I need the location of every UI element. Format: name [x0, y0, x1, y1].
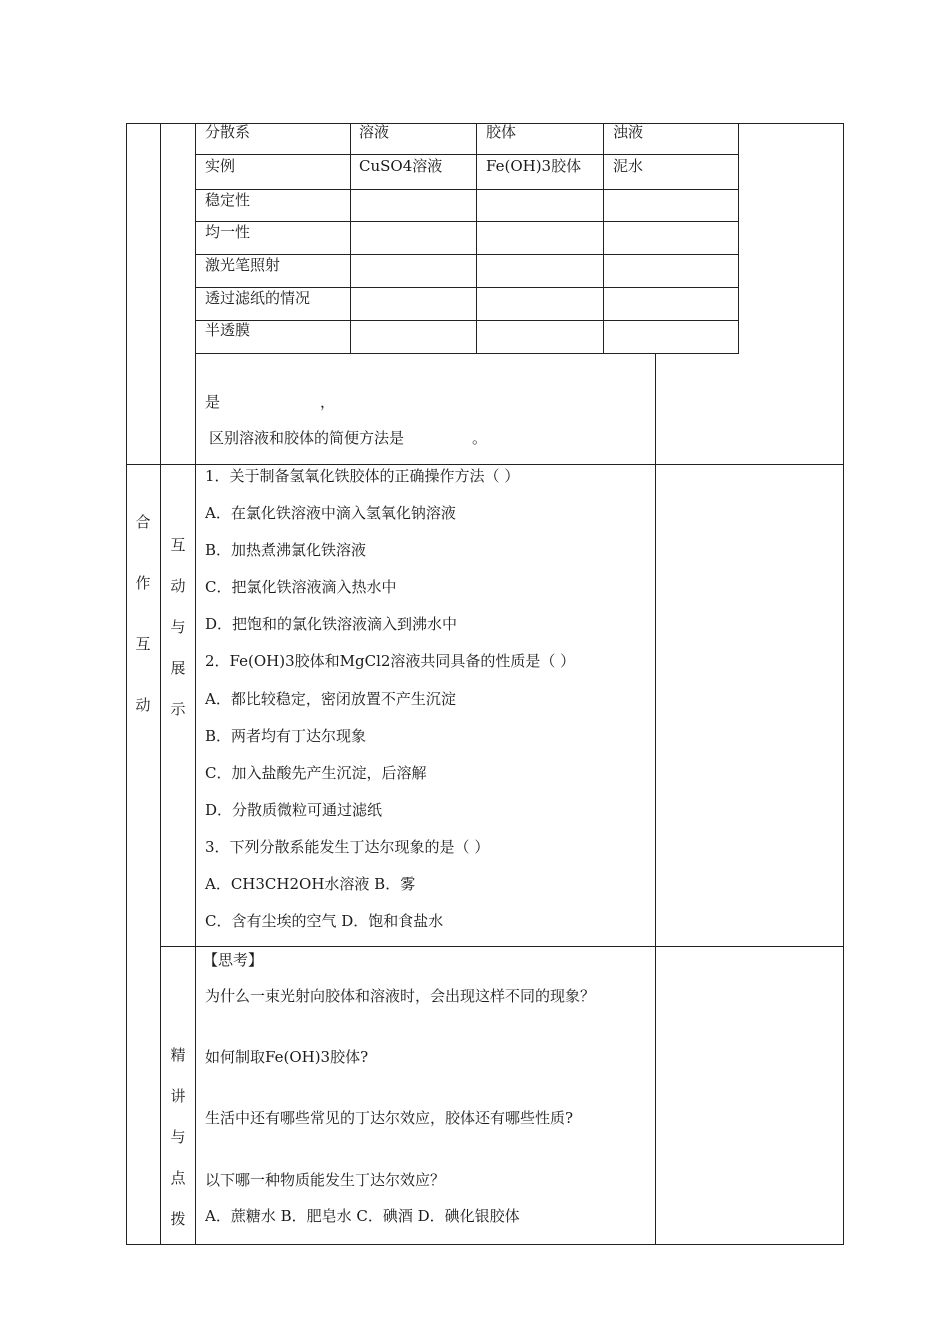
question-line: 3．下列分散系能发生丁达尔现象的是（ ）: [205, 838, 490, 856]
question-line: D．把饱和的氯化铁溶液滴入到沸水中: [205, 615, 458, 633]
question-line: D．分散质微粒可通过滤纸: [205, 801, 383, 819]
question-line: C．含有尘埃的空气 D．饱和食盐水: [205, 912, 444, 930]
section-label-interaction: 互 动 与 展 示: [170, 536, 186, 718]
row-divider-explanation: [160, 946, 844, 947]
thinking-question: 为什么一束光射向胶体和溶液时，会出现这样不同的现象？: [205, 987, 596, 1005]
table-header-cell: 胶体: [486, 123, 517, 141]
fill-in-line-2: 区别溶液和胶体的简便方法是 。: [209, 429, 488, 447]
table-cell: CuSO4溶液: [359, 157, 443, 175]
question-line: C．加入盐酸先产生沉淀，后溶解: [205, 764, 427, 782]
row-divider-cooperation: [126, 464, 844, 465]
question-line: 1．关于制备氢氧化铁胶体的正确操作方法（ ）: [205, 467, 520, 485]
fill-in-line-1: 是 ，: [205, 393, 336, 411]
thinking-title: 【思考】: [203, 951, 264, 969]
question-line: B．加热煮沸氯化铁溶液: [205, 541, 367, 559]
question-line: A．在氯化铁溶液中滴入氢氧化钠溶液: [205, 504, 456, 522]
table-header-cell: 溶液: [359, 123, 390, 141]
question-line: 2．Fe(OH)3胶体和MgCl2溶液共同具备的性质是（ ）: [205, 652, 576, 670]
outer-right-border: [843, 123, 844, 1245]
outer-bottom-border: [126, 1244, 844, 1245]
thinking-question: 如何制取Fe(OH)3胶体?: [205, 1048, 369, 1066]
question-line: A．都比较稳定，密闭放置不产生沉淀: [205, 690, 456, 708]
column-divider-2: [195, 123, 196, 1245]
section-label-cooperation: 合 作 互 动: [135, 513, 151, 714]
table-row-label: 稳定性: [205, 191, 251, 209]
table-row-label: 均一性: [205, 223, 251, 241]
thinking-question: 生活中还有哪些常见的丁达尔效应，胶体还有哪些性质?: [205, 1109, 574, 1127]
question-line: B．两者均有丁达尔现象: [205, 727, 367, 745]
thinking-question: 以下哪一种物质能发生丁达尔效应？: [205, 1171, 446, 1189]
table-cell: 泥水: [613, 157, 644, 175]
table-header-cell: 浊液: [613, 123, 644, 141]
thinking-options: A．蔗糖水 B．肥皂水 C．碘酒 D．碘化银胶体: [205, 1207, 520, 1225]
section-label-explanation: 精 讲 与 点 拨: [170, 1046, 186, 1228]
question-line: A．CH3CH2OH水溶液 B．雾: [205, 875, 416, 893]
table-cell: Fe(OH)3胶体: [486, 157, 582, 175]
column-divider-3: [655, 353, 656, 1245]
table-header-cell: 分散系: [205, 123, 251, 141]
question-line: C．把氯化铁溶液滴入热水中: [205, 578, 397, 596]
table-row-label: 半透膜: [205, 321, 251, 339]
table-row-label: 激光笔照射: [205, 256, 281, 274]
table-cell: 实例: [205, 157, 236, 175]
table-row-label: 透过滤纸的情况: [205, 289, 311, 307]
